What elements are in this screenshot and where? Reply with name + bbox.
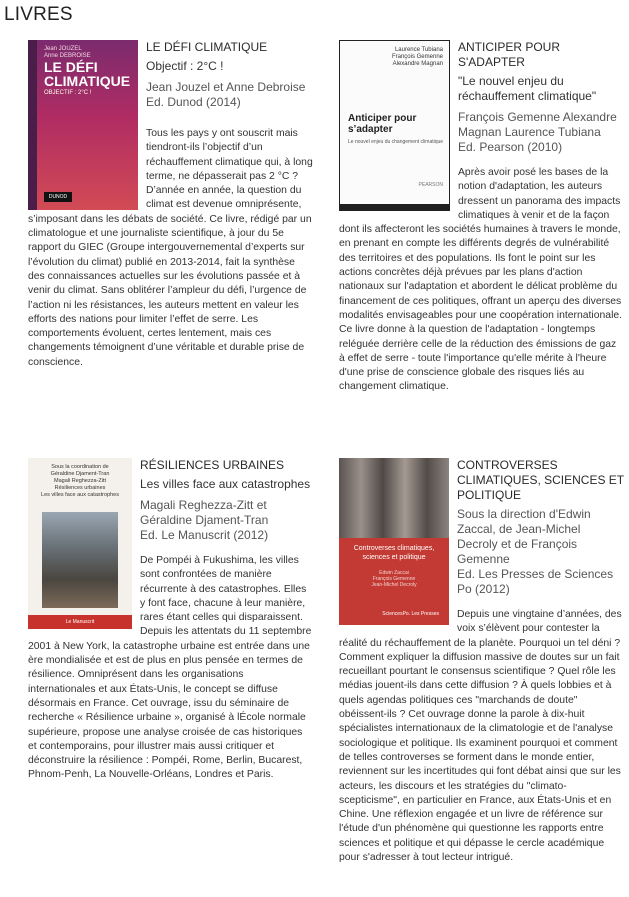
cover-header: Sous la coordination de Géraldine Djament-Tran Magali Reghezza-Zitt Résiliences urbaines Les villes face aux catastrophes: [41, 464, 119, 498]
cover-title: Anticiper pour s’adapter: [348, 113, 417, 135]
cover-authors: Jean JOUZEL Anne DEBROISE: [44, 46, 91, 59]
book-card-resiliences-urbaines: [28, 458, 313, 783]
publisher-logo: PEARSON: [418, 182, 443, 188]
book-description: De Pompéi à Fukushima, les villes sont confrontées de manière récurrente à des catastrophes. Elles y font face, chacune à leur manière, rares étant celles qui disparaissent. Depuis les attentats du 11 septembre 2001 à New York, la catastrophe urbaine est entrée dans une ère mondialisée et est de plus en plus pensée en termes de résilience. Omniprésent dans les organisations internationales et aux États-Unis, le concept se diffuse désormais en France. Cet ouvrage, issu du séminaire de recherche « Résilience urbaine », organisé à lÉcole normale supérieure, propose une analyse croisée de cas historiques et contemporains, pour illustrer mais aussi critiquer et déconstruire la résilience : Pompéi, Rome, Berlin, Bucarest, Phnom-Penh, La Nouvelle-Orléans, Londres et Paris.: [28, 555, 312, 781]
cover-photo: [42, 512, 118, 608]
cover-photo: [339, 458, 449, 538]
book-title[interactable]: CONTROVERSES CLIMATIQUES, SCIENCES ET POLITIQUE: [457, 458, 624, 502]
book-authors: Jean Jouzel et Anne Debroise: [146, 80, 306, 94]
book-edition: Ed. Le Manuscrit (2012): [140, 528, 269, 542]
cover-authors: Edwin Zaccai François Gemenne Jean-Michel Decroly: [371, 570, 417, 588]
publisher-logo: DUNOD: [44, 192, 72, 202]
book-subtitle: Les villes face aux catastrophes: [140, 477, 311, 491]
book-authors: Magali Reghezza-Zitt et Géraldine Djament-Tran: [140, 498, 269, 527]
cover-band: [340, 204, 449, 210]
publisher-logo: SciencesPo. Les Presses: [382, 611, 439, 617]
cover-subtitle: OBJECTIF : 2°C !: [44, 90, 92, 96]
book-description: Après avoir posé les bases de la notion d'adaptation, les auteurs dressent un panorama des impacts climatiques à venir et de la façon dont ils affecteront les sociétés humaines à travers le monde, en prenant en compte les différents degrés de vulnérabilité des territoires et des populations. Ils font le point sur les actions concrètes déjà prévues par les plans d'action nationaux sur l'adaptation et abordent le délicat problème du financement de ces politiques, offrant un aperçu des diverses modalités envisageables pour une coopération internationale. Ce livre donne à la question de l'adaptation - longtemps reléguée derrière celle de la réduction des émissions de gaz à effet de serre - toute l'importance qu'elle mérite à l'heure d'une prise de conscience globale des risques liés au changement climatique.: [339, 167, 623, 393]
cover-authors: Laurence Tubiana François Gemenne Alexandre Magnan: [391, 47, 443, 67]
book-edition: Ed. Dunod (2014): [146, 95, 241, 109]
book-description: Depuis une vingtaine d’années, des voix s’élèvent pour contester la réalité du réchauffement de la planète. Pourquoi un tel déni ? Comment expliquer la diffusion massive de doutes sur un fait recueillant pourtant le consensus scientifique ? Quel rôle les médias jouent-ils dans cette diffusion ? À quels lobbies et à quels agendas politiques ces "marchands de doute" obéissent-ils ? Cet ouvrage donne la parole à dix-huit spécialistes internationaux de la climatologie et de l'analyse sociologique et politique. Ils examinent pourquoi et comment de telles controverses se forment dans le monde entier, reviennent sur les incertitudes qui font débat ainsi que sur les acteurs, les discours et les stratégies du "climato-scepticisme", en particulier en France, aux États-Unis et en Chine. Une réflexion engagée et un livre de référence sur l'étude d'un phénomène qui questionne les rapports entre sciences et politique et qui dépasse le cercle académique pour s'adresser à tout lecteur intrigué.: [339, 609, 622, 864]
book-authors: François Gemenne Alexandre Magnan Laurence Tubiana: [458, 110, 617, 139]
book-cover[interactable]: [28, 40, 138, 210]
cover-title: Controverses climatiques, sciences et politique: [353, 545, 435, 561]
page-title: LIVRES: [4, 4, 73, 25]
book-subtitle: "Le nouvel enjeu du réchauffement climatique": [458, 74, 597, 103]
book-edition: Ed. Les Presses de Sciences Po (2012): [457, 567, 614, 596]
book-card-defi-climatique: [28, 40, 313, 370]
cover-title: LE DÉFI CLIMATIQUE: [44, 59, 131, 89]
cover-subtitle: Le nouvel enjeu du changement climatique: [348, 139, 444, 145]
book-cover[interactable]: [339, 40, 450, 211]
book-card-controverses: [339, 458, 624, 865]
book-authors: Sous la direction d'Edwin Zaccal, de Jean-Michel Decroly et de François Gemenne: [457, 507, 591, 566]
book-edition: Ed. Pearson (2010): [458, 140, 563, 154]
book-title[interactable]: ANTICIPER POUR S'ADAPTER: [458, 40, 561, 69]
cover-spine: [28, 40, 37, 210]
book-card-anticiper: [339, 40, 624, 395]
book-title[interactable]: RÉSILIENCES URBAINES: [140, 458, 285, 472]
book-cover[interactable]: [339, 458, 449, 625]
book-subtitle: Objectif : 2°C !: [146, 59, 224, 73]
publisher-logo: Le Manuscrit: [28, 615, 132, 629]
book-title[interactable]: LE DÉFI CLIMATIQUE: [146, 40, 268, 54]
book-description: Tous les pays y ont souscrit mais tiendront-ils l’objectif d’un réchauffement climatique qui, à long terme, ne dépasserait pas 2 °C ? D’année en année, la question du climat est devenue omniprésente, s’imposant dans les débats de société. Ce livre, rédigé par un climatologue et une journaliste scientifique, à jour du 5e rapport du GIEC (Groupe intergouvernemental d’experts sur l’évolution du climat) publié en 2013-2014, fait la synthèse des connaissances actuelles sur les évolutions passée et à venir du climat. Sans oblitérer l’ampleur du défi, l’urgence de l’action ni les résistances, les auteurs mettent en valeur les efforts des nations pour limiter l’effet de serre. Les comportements évoluent, certes lentement, mais ces changements témoignent d’une véritable et durable prise de conscience.: [28, 128, 313, 368]
book-cover[interactable]: [28, 458, 132, 629]
